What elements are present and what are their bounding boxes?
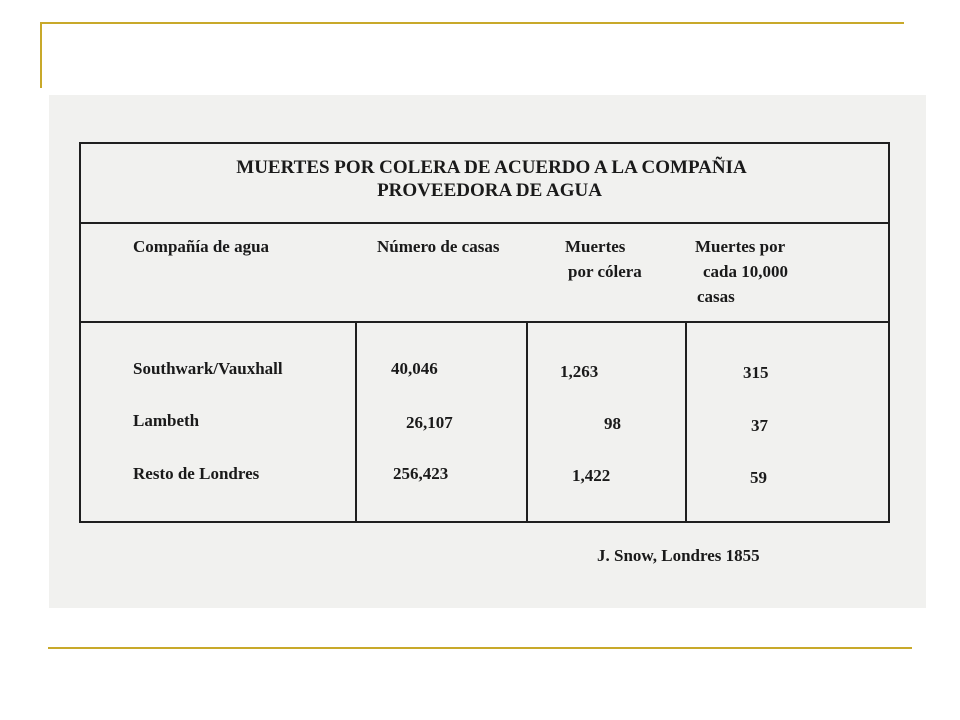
column-divider-2 [526, 323, 528, 523]
header-deaths-line-1: Muertes [565, 237, 626, 256]
row-company-cell: Lambeth [133, 411, 200, 430]
table-title-line-1: MUERTES POR COLERA DE ACUERDO A LA COMPAÑIA [236, 157, 747, 178]
header-rate-line-3: casas [697, 287, 735, 306]
header-deaths [565, 234, 642, 284]
header-rate-line-2: cada 10,000 [703, 262, 788, 281]
row-deaths-cell: 1,422 [572, 466, 611, 485]
row-rate-cell: 37 [751, 416, 768, 435]
table-title-line-2: PROVEEDORA DE AGUA [377, 180, 602, 201]
header-company [133, 234, 269, 259]
column-divider-1 [355, 323, 357, 523]
left-accent-line [40, 22, 42, 88]
row-houses-cell: 40,046 [391, 359, 438, 378]
row-houses-cell: 26,107 [406, 413, 453, 432]
row-rate-cell: 59 [750, 468, 767, 487]
header-company-label: Compañía de agua [133, 237, 270, 256]
source-citation: J. Snow, Londres 1855 [597, 546, 760, 565]
header-rate [695, 234, 788, 309]
row-deaths-cell: 1,263 [560, 362, 599, 381]
row-houses-cell: 256,423 [393, 464, 449, 483]
row-company-cell: Southwark/Vauxhall [133, 359, 283, 378]
table-title [81, 144, 888, 224]
table-header-row [81, 224, 888, 323]
row-rate-cell: 315 [743, 363, 769, 382]
header-rate-line-1: Muertes por [695, 237, 786, 256]
row-deaths-cell: 98 [604, 414, 621, 433]
scanned-table-image [49, 95, 926, 608]
header-houses [377, 234, 499, 259]
row-company-cell: Resto de Londres [133, 464, 260, 483]
header-deaths-line-2: por cólera [568, 262, 642, 281]
header-houses-label: Número de casas [377, 237, 500, 256]
bottom-accent-line [48, 647, 912, 649]
column-divider-3 [685, 323, 687, 523]
top-accent-line [40, 22, 904, 24]
cholera-deaths-table [79, 142, 890, 523]
